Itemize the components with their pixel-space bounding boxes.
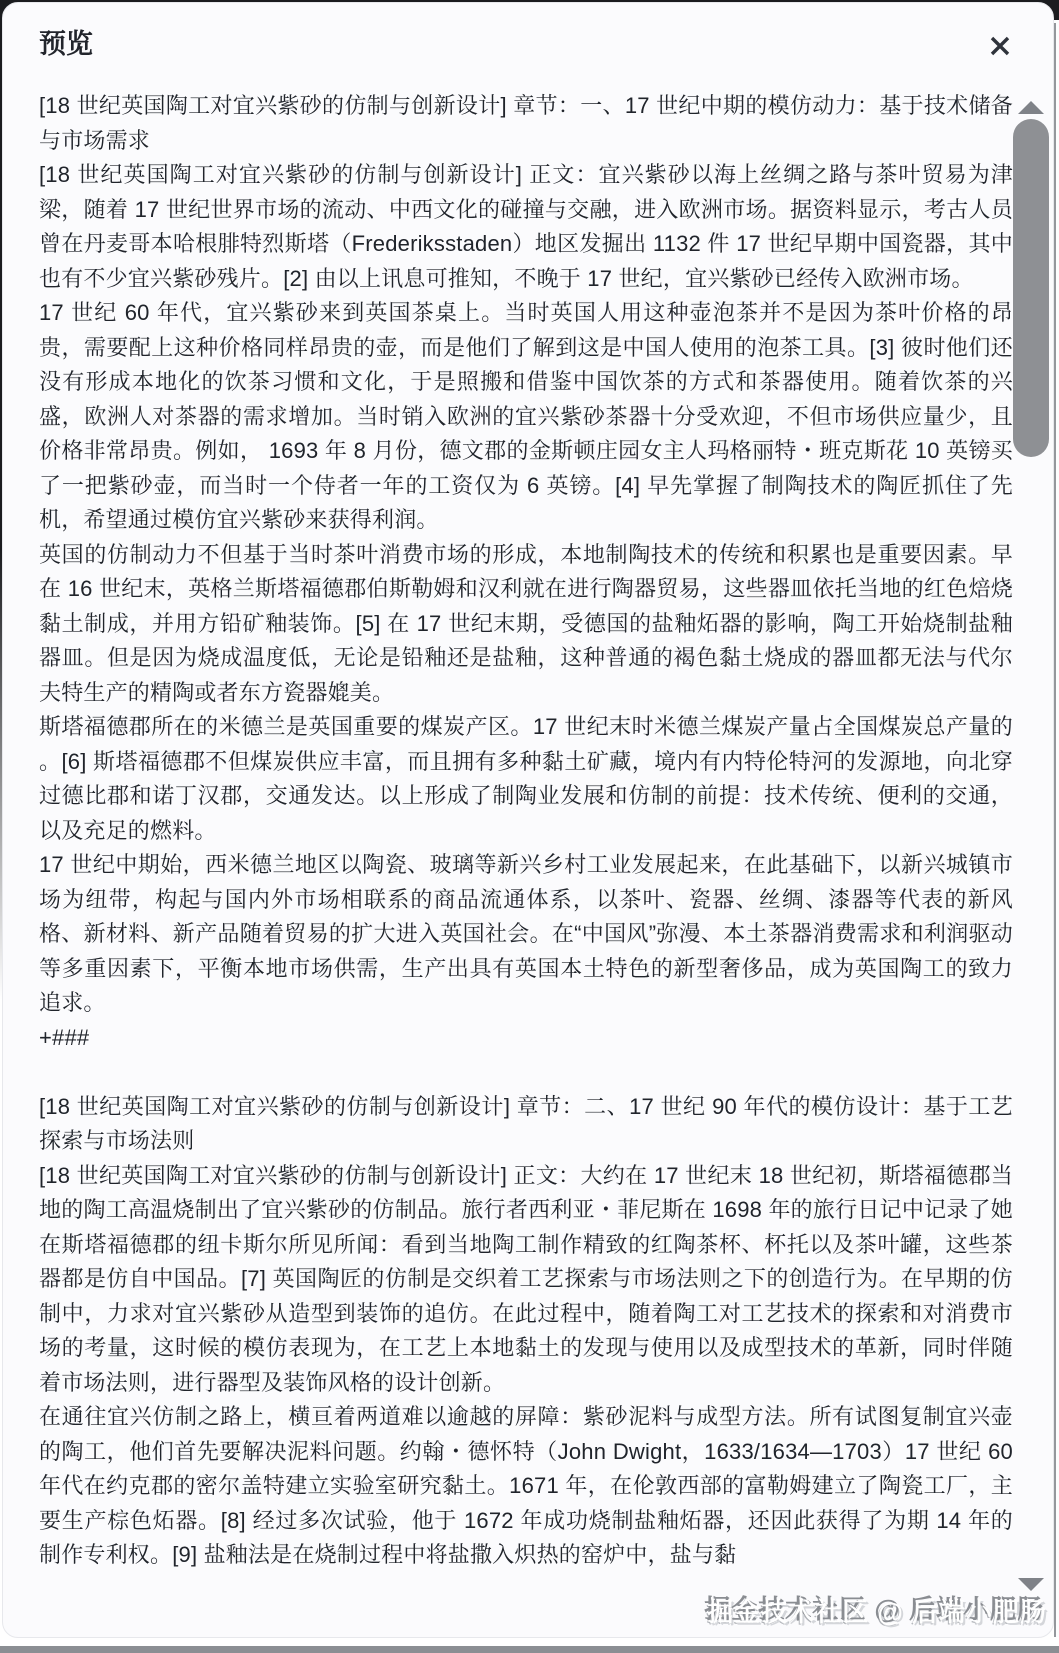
backdrop-bottom [0, 1637, 1059, 1646]
background-scrollbar-track [1054, 23, 1056, 1645]
paragraph: +### [39, 1024, 90, 1050]
watermark: 掘金技术社区 @ 后端小肥肠 [707, 1597, 1047, 1627]
paragraph: [18 世纪英国陶工对宜兴紫砂的仿制与创新设计] 正文：宜兴紫砂以海上丝绸之路与茶叶贸易为津梁，随着 17 世纪世界市场的流动、中西文化的碰撞与交融，进入欧洲市场。据资料显示，考古人员曾在丹麦哥本哈根腓特烈斯塔（Frederiksstaden）地区发掘出 1132 件 17 世纪早期中国瓷器，其中也有不少宜兴紫砂残片。[2] 由以上讯息可推知，不晚于 17 世纪，宜兴紫砂已经传入欧洲市场。 [39, 162, 1013, 291]
bottom-scrollbar-track [0, 1646, 1059, 1653]
paragraph: [18 世纪英国陶工对宜兴紫砂的仿制与创新设计] 章节：二、17 世纪 90 年代的模仿设计：基于工艺探索与市场法则 [39, 1093, 1013, 1153]
paragraph: 斯塔福德郡所在的米德兰是英国重要的煤炭产区。17 世纪末时米德兰煤炭产量占全国煤炭总产量的 。[6] 斯塔福德郡不但煤炭供应丰富，而且拥有多种黏土矿藏，境内有内特伦特河的发源地，向北穿过德比郡和诺丁汉郡，交通发达。以上形成了制陶业发展和仿制的前提：技术传统、便利的交通，以及充足的燃料。 [39, 714, 1013, 843]
paragraph: 17 世纪中期始，西米德兰地区以陶瓷、玻璃等新兴乡村工业发展起来，在此基础下，以新兴城镇市场为纽带，构起与国内外市场相联系的商品流通体系，以茶叶、瓷器、丝绸、漆器等代表的新风格、新材料、新产品随着贸易的扩大进入英国社会。在“中国风”弥漫、本土茶器消费需求和利润驱动等多重因素下，平衡本地市场供需，生产出具有英国本土特色的新型奢侈品，成为英国陶工的致力追求。 [39, 852, 1013, 1015]
paragraph: 英国的仿制动力不但基于当时茶叶消费市场的形成，本地制陶技术的传统和积累也是重要因素。早在 16 世纪末，英格兰斯塔福德郡伯斯勒姆和汉利就在进行陶器贸易，这些器皿依托当地的红色焙烧黏土制成，并用方铅矿釉装饰。[5] 在 17 世纪末期，受德国的盐釉炻器的影响，陶工开始烧制盐釉器皿。但是因为烧成温度低，无论是铅釉还是盐釉，这种普通的褐色黏土烧成的器皿都无法与代尔夫特生产的精陶或者东方瓷器媲美。 [39, 541, 1013, 705]
paragraph [39, 1055, 1013, 1090]
paragraph: 17 世纪 60 年代，宜兴紫砂来到英国茶桌上。当时英国人用这种壶泡茶并不是因为茶叶价格的昂贵，需要配上这种价格同样昂贵的壶，而是他们了解到这是中国人使用的泡茶工具。[3] 彼时他们还没有形成本地化的饮茶习惯和文化，于是照搬和借鉴中国饮茶的方式和茶器使用。随着饮茶的兴盛，欧洲人对茶器的需求增加。当时销入欧洲的宜兴紫砂茶器十分受欢迎，不但市场供应量少，且价格非常昂贵。例如， 1693 年 8 月份，德文郡的金斯顿庄园女主人玛格丽特・班克斯花 10 英镑买了一把紫砂壶，而当时一个侍者一年的工资仅为 6 英镑。[4] 早先掌握了制陶技术的陶匠抓住了先机，希望通过模仿宜兴紫砂来获得利润。 [39, 300, 1013, 532]
vertical-scrollbar[interactable] [1012, 97, 1050, 1593]
paragraph: [18 世纪英国陶工对宜兴紫砂的仿制与创新设计] 章节：一、17 世纪中期的模仿动力：基于技术储备与市场需求 [39, 93, 1013, 153]
scrollbar-thumb[interactable] [1013, 119, 1049, 457]
preview-modal [2, 2, 1054, 1638]
close-icon [987, 33, 1013, 59]
scroll-down-icon[interactable] [1018, 1578, 1044, 1591]
paragraph: [18 世纪英国陶工对宜兴紫砂的仿制与创新设计] 正文：大约在 17 世纪末 18 世纪初，斯塔福德郡当地的陶工高温烧制出了宜兴紫砂的仿制品。旅行者西利亚・菲尼斯在 1698 年的旅行日记中记录了她在斯塔福德郡的纽卡斯尔所见所闻：看到当地陶工制作精致的红陶茶杯、杯托以及茶叶罐，这些茶器都是仿自中国品。[7] 英国陶匠的仿制是交织着工艺探索与市场法则之下的创造行为。在早期的仿制中，力求对宜兴紫砂从造型到装饰的追仿。在此过程中，随着陶工对工艺技术的探索和对消费市场的考量，这时候的模仿表现为，在工艺上本地黏土的发现与使用以及成型技术的革新，同时伴随着市场法则，进行器型及装饰风格的设计创新。 [39, 1162, 1013, 1395]
close-button[interactable] [985, 31, 1015, 61]
scroll-up-icon[interactable] [1018, 101, 1044, 114]
modal-title: 预览 [39, 29, 93, 59]
preview-content[interactable] [39, 89, 1013, 1573]
paragraph: 在通往宜兴仿制之路上，横亘着两道难以逾越的屏障：紫砂泥料与成型方法。所有试图复制宜兴壶的陶工，他们首先要解决泥料问题。约翰・德怀特（John Dwight，1633/1634—1703）17 世纪 60 年代在约克郡的密尔盖特建立实验室研究黏土。1671 年，在伦敦西部的富勒姆建立了陶瓷工厂，主要生产棕色炻器。[8] 经过多次试验，他于 1672 年成功烧制盐釉炻器，还因此获得了为期 14 年的制作专利权。[9] 盐釉法是在烧制过程中将盐撒入炽热的窑炉中，盐与黏 [39, 1404, 1013, 1567]
